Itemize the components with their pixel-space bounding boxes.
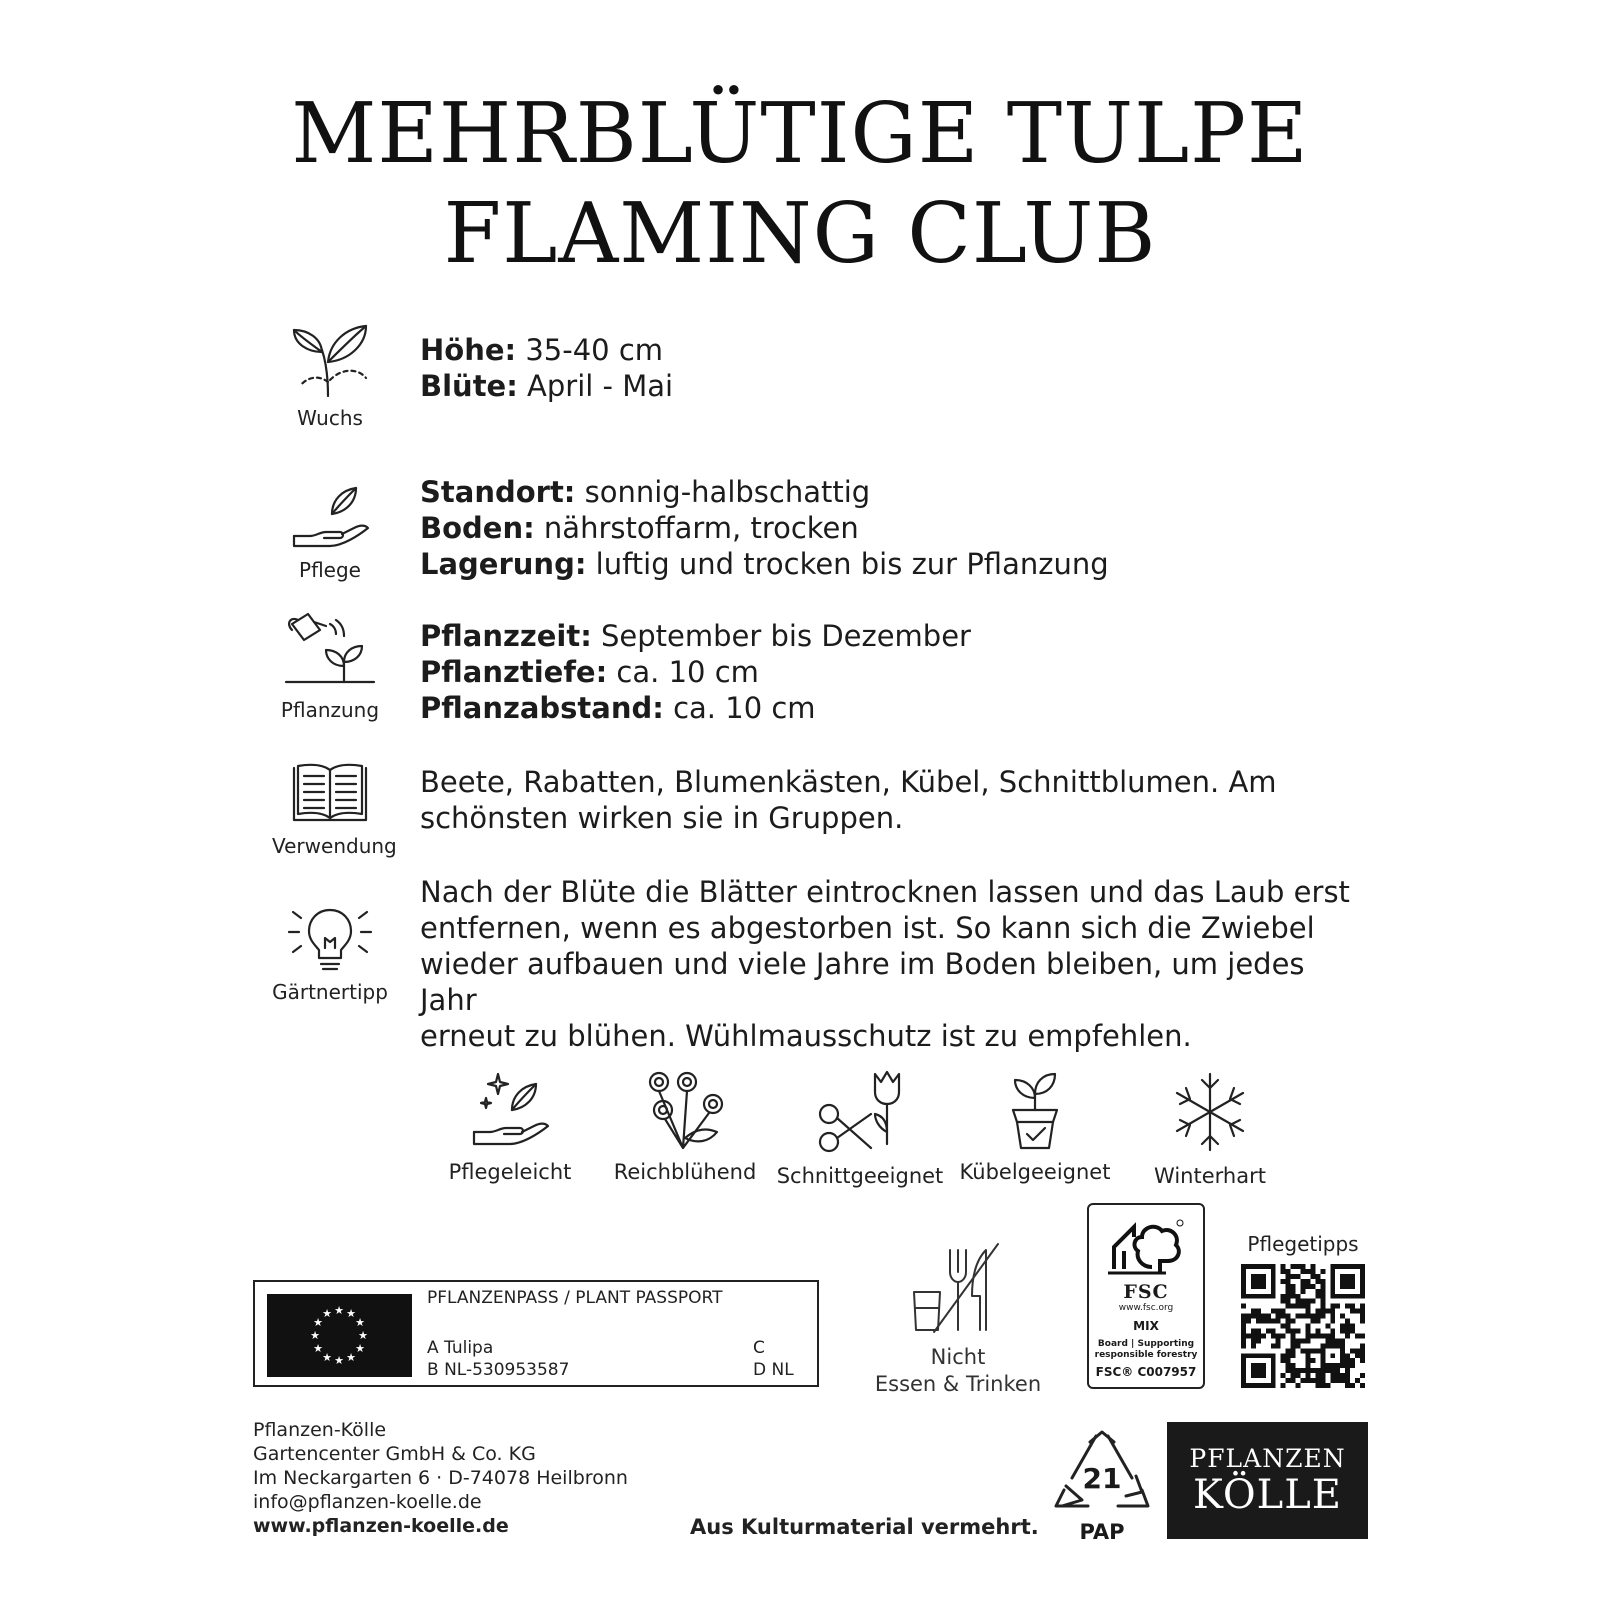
- row-pflege-caption: Pflege: [299, 558, 361, 582]
- pflanztiefe-label: Pflanztiefe:: [420, 655, 608, 689]
- fsc-logo-text: FSC: [1123, 1281, 1169, 1303]
- light-bulb-icon: [285, 904, 375, 974]
- recycling-number: 21: [1082, 1462, 1122, 1495]
- svg-text:★: ★: [346, 1351, 356, 1364]
- fsc-tree-icon: [1106, 1217, 1186, 1277]
- hoehe-value: 35-40 cm: [525, 333, 664, 367]
- verwendung-line2: schönsten wirken sie in Gruppen.: [420, 801, 904, 835]
- flower-bouquet-icon: [643, 1070, 727, 1150]
- qr-code-block: [1238, 1232, 1368, 1392]
- no-food-drink-icon: [910, 1236, 1006, 1336]
- pflanzzeit-label: Pflanzzeit:: [420, 619, 592, 653]
- no-eat-line1: Nicht: [930, 1345, 986, 1369]
- row-wuchs-caption: Wuchs: [297, 406, 363, 430]
- cultural-material-note: Aus Kulturmaterial vermehrt.: [690, 1515, 1039, 1539]
- sprout-leaves-icon: [288, 322, 372, 400]
- row-tipp-text: [420, 874, 1350, 1054]
- feature-winterhart: [1125, 1070, 1295, 1188]
- passport-heading: PFLANZENPASS / PLANT PASSPORT: [427, 1288, 723, 1308]
- recycling-symbol: [1052, 1428, 1152, 1544]
- address-line1: Pflanzen-Kölle: [253, 1419, 387, 1441]
- svg-text:★: ★: [334, 1354, 344, 1367]
- row-wuchs-text: [420, 332, 1350, 404]
- product-title-line2: FLAMING CLUB: [443, 185, 1157, 282]
- feature-kuebelgeeignet-label: Kübelgeeignet: [959, 1160, 1111, 1184]
- fsc-board-2: responsible forestry: [1094, 1350, 1198, 1360]
- feature-schnittgeeignet-label: Schnittgeeignet: [776, 1164, 944, 1188]
- tipp-line4: erneut zu blühen. Wühlmausschutz ist zu empfehlen.: [420, 1019, 1192, 1053]
- verwendung-line1: Beete, Rabatten, Blumenkästen, Kübel, Schnittblumen. Am: [420, 765, 1277, 799]
- no-eat-line2: Essen & Trinken: [874, 1372, 1042, 1396]
- passport-d: D NL: [753, 1360, 794, 1380]
- tipp-line3: wieder aufbauen und viele Jahre im Boden bleiben, um jedes Jahr: [420, 947, 1305, 1017]
- bluete-label: Blüte:: [420, 369, 518, 403]
- fsc-badge: [1087, 1203, 1205, 1389]
- snowflake-icon: [1168, 1070, 1252, 1154]
- watering-can-icon: [282, 610, 378, 692]
- svg-text:★: ★: [355, 1316, 365, 1329]
- feature-kuebelgeeignet: [950, 1070, 1120, 1184]
- address-line2: Gartencenter GmbH & Co. KG: [253, 1443, 536, 1465]
- fsc-mix: MIX: [1133, 1319, 1159, 1333]
- passport-c: C: [753, 1338, 765, 1358]
- feature-reichbluehend-label: Reichblühend: [613, 1160, 757, 1184]
- row-pflanzung-icon-block: [272, 610, 388, 722]
- svg-text:★: ★: [322, 1307, 332, 1320]
- svg-text:★: ★: [313, 1342, 323, 1355]
- fsc-code: FSC® C007957: [1095, 1365, 1197, 1379]
- lagerung-value: luftig und trocken bis zur Pflanzung: [595, 547, 1109, 581]
- company-address: [253, 1418, 628, 1538]
- row-verwendung-caption: Verwendung: [272, 834, 397, 858]
- svg-text:★: ★: [334, 1304, 344, 1317]
- pflanzabstand-label: Pflanzabstand:: [420, 691, 664, 725]
- svg-text:★: ★: [313, 1316, 323, 1329]
- row-pflege-text: [420, 474, 1350, 582]
- hoehe-label: Höhe:: [420, 333, 517, 367]
- potted-plant-icon: [993, 1070, 1077, 1150]
- brand-line1: PFLANZEN: [1189, 1444, 1346, 1473]
- eu-flag: [267, 1294, 412, 1377]
- standort-label: Standort:: [420, 475, 576, 509]
- pflanzabstand-value: ca. 10 cm: [673, 691, 816, 725]
- product-title-line1: MEHRBLÜTIGE TULPE: [291, 85, 1309, 182]
- svg-text:★: ★: [355, 1342, 365, 1355]
- brand-logo: [1167, 1422, 1368, 1539]
- row-tipp-caption: Gärtnertipp: [272, 980, 388, 1004]
- tipp-line2: entfernen, wenn es abgestorben ist. So kann sich die Zwiebel: [420, 911, 1315, 945]
- passport-a: A Tulipa: [427, 1338, 494, 1358]
- feature-winterhart-label: Winterhart: [1154, 1164, 1266, 1188]
- qr-caption: Pflegetipps: [1247, 1232, 1359, 1256]
- feature-reichbluehend: [600, 1070, 770, 1184]
- fsc-url: www.fsc.org: [1118, 1303, 1174, 1313]
- lagerung-label: Lagerung:: [420, 547, 587, 581]
- address-email: info@pflanzen-koelle.de: [253, 1491, 482, 1513]
- address-line3: Im Neckargarten 6 · D-74078 Heilbronn: [253, 1467, 628, 1489]
- passport-b: B NL-530953587: [427, 1360, 570, 1380]
- plant-passport-box: [253, 1280, 819, 1387]
- row-tipp-icon-block: [272, 904, 388, 1004]
- fsc-board-1: Board | Supporting: [1097, 1339, 1195, 1349]
- boden-label: Boden:: [420, 511, 535, 545]
- eu-stars-icon: [267, 1294, 412, 1377]
- row-verwendung-text: [420, 764, 1350, 836]
- feature-pflegeleicht-label: Pflegeleicht: [448, 1160, 572, 1184]
- bluete-value: April - Mai: [527, 369, 674, 403]
- row-pflanzung-caption: Pflanzung: [280, 698, 380, 722]
- recycling-label: PAP: [1079, 1520, 1125, 1544]
- not-for-consumption: [868, 1236, 1048, 1398]
- row-verwendung-icon-block: [272, 762, 397, 858]
- svg-text:★: ★: [310, 1329, 320, 1342]
- boden-value: nährstoffarm, trocken: [543, 511, 859, 545]
- row-pflanzung-text: [420, 618, 1350, 726]
- svg-text:★: ★: [346, 1307, 356, 1320]
- svg-text:★: ★: [322, 1351, 332, 1364]
- feature-schnittgeeignet: [775, 1070, 945, 1188]
- svg-text:★: ★: [358, 1329, 368, 1342]
- standort-value: sonnig-halbschattig: [584, 475, 871, 509]
- row-wuchs-icon-block: [272, 322, 388, 430]
- row-pflege-icon-block: [272, 484, 388, 582]
- qr-code[interactable]: [1241, 1264, 1365, 1388]
- hand-leaf-sparkle-icon: [468, 1070, 552, 1150]
- tipp-line1: Nach der Blüte die Blätter eintrocknen lassen und das Laub erst: [420, 875, 1350, 909]
- pflanzzeit-value: September bis Dezember: [601, 619, 971, 653]
- open-book-icon: [290, 762, 370, 828]
- scissors-tulip-icon: [815, 1070, 905, 1154]
- hand-leaf-icon: [288, 484, 372, 552]
- brand-line2: KÖLLE: [1193, 1472, 1342, 1518]
- pflanztiefe-value: ca. 10 cm: [616, 655, 759, 689]
- feature-pflegeleicht: [425, 1070, 595, 1184]
- address-website: www.pflanzen-koelle.de: [253, 1515, 509, 1537]
